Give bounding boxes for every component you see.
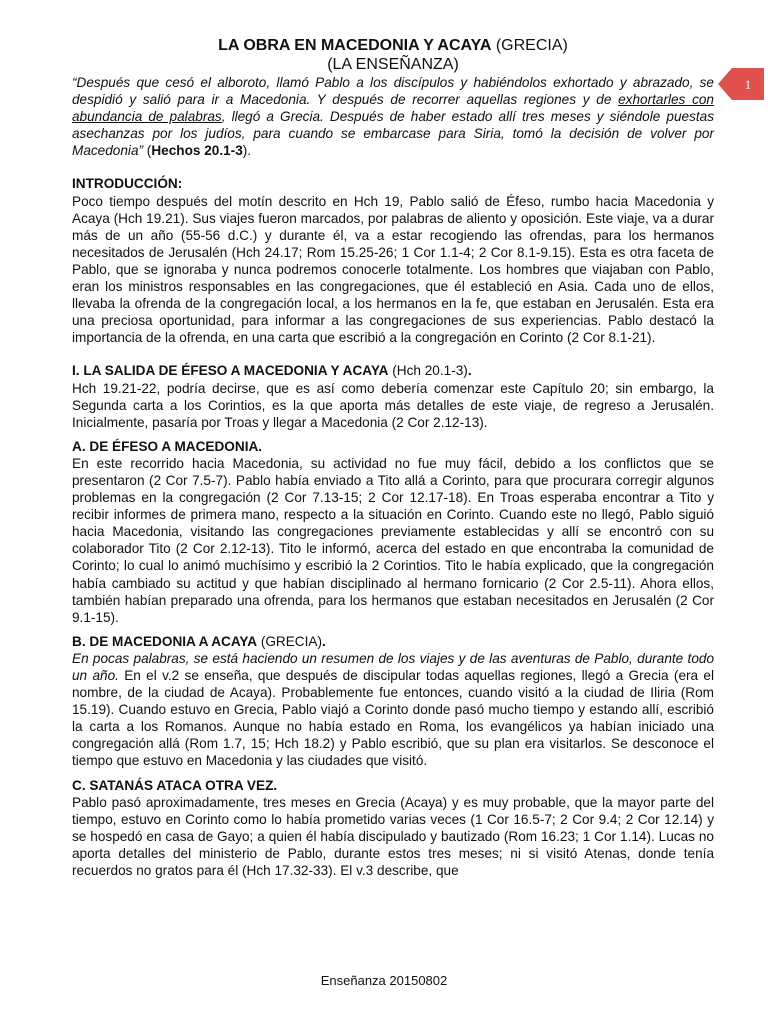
section-b-heading-normal: (GRECIA) <box>257 633 322 649</box>
section-b-text: En el v.2 se enseña, que después de discipular todas aquellas regiones, llegó a Grecia (era el nombre, de la ciudad de Acaya). Probablemente fue entonces, cuando visitó a la ciudad de Iliria (Rom 15.19). Cuando estuvo en Grecia, Pablo viajó a Corinto donde pasó mucho tiempo y estando allí, escribió la carta a los Romanos. Aunque no había estado en Roma, los evangélicos ya habían iniciado una congregación allá (Rom 1.7, 15; Hch 18.2) y Pablo escribió, que su plan era visitarlos. Se desconoce el tiempo que estuvo en Macedonia y las ciudades que visitó. <box>72 668 714 769</box>
bookmark-number: 1 <box>744 77 752 92</box>
section-b-heading-end: . <box>322 633 326 649</box>
epigraph-underlined: exhortarles con abundancia de palabras <box>72 92 714 125</box>
title-main-bold: LA OBRA EN MACEDONIA Y ACAYA <box>218 37 492 54</box>
section-a-heading: A. DE ÉFESO A MACEDONIA. <box>72 438 263 454</box>
intro-body: Poco tiempo después del motín descrito en Hch 19, Pablo salió de Éfeso, rumbo hacia Macedonia y Acaya (Hch 19.21). Sus viajes fueron marcados, por palabras de aliento y oposición. Este viaje, va a durar más de un año (55-56 d.C.) y durante él, va a estar recogiendo las ofrendas, para los hermanos necesitados de Jerusalén (Hch 24.17; Rom 15.25-26; 1 Cor 1.1-4; 2 Cor 8.1-9.15). Esta es otra faceta de Pablo, que se ignoraba y nunca podremos conocerle totalmente. Los hombres que viajaban con Pablo, eran los ministros responsables en las congregaciones, que él estableció en Asia. Cada uno de ellos, llevaba la ofrenda de la congregación local, a los hermanos en la fe, que estaban en Jerusalén. Esta era una preciosa oportunidad, para informar a las congregaciones de sus experiencias. Pablo destacó la importancia de la ofrenda, en una carta que escribió a la congregación en Corinto (2 Cor 8.1-21). <box>72 193 714 346</box>
section-1-heading-end: . <box>467 363 472 379</box>
epigraph-part1: “Después que cesó el alboroto, llamó Pablo a los discípulos y habiéndolos exhortado y abrazado, se despidió y salió para ir a Macedonia. Y después de recorrer aquellas regiones y de <box>72 75 714 108</box>
section-a-body: En este recorrido hacia Macedonia, su actividad no fue muy fácil, debido a los conflictos que se presentaron (2 Cor 7.5-7). Pablo había enviado a Tito allá a Corinto, para que procurara corregir algunos problemas en la congregación (2 Cor 7.13-15; 2 Cor 12.17-18). En Troas esperaba encontrar a Tito y recibir informes de primera mano, respecto a la situación en Corinto. Cuando este no llegó, Pablo siguió hacia Macedonia, visitando las congregaciones previamente establecidas y allí se encontró con su colaborador Tito (2 Cor 2.12-13). Tito le informó, acerca del estado en que encontraba la comunidad de Corinto; lo cual lo animó muchísimo y escribió la 2 Corintios. Tito le había explicado, que la congregación había cambiado su actitud y que habían disciplinado al hermano fornicario (2 Cor 2.5-11). Ahora ellos, también habían preparado una ofrenda, para los hermanos que estaban necesitados en Jerusalén (2 Cor 9.1-15). <box>72 455 714 625</box>
intro-heading: INTRODUCCIÓN: <box>72 176 183 192</box>
page-footer: Enseñanza 20150802 <box>320 973 448 988</box>
epigraph-quote <box>72 74 714 159</box>
section-1-heading <box>72 362 714 379</box>
epigraph-ref-close: ). <box>242 143 252 159</box>
section-b-heading <box>72 633 714 650</box>
section-b-heading-bold: B. DE MACEDONIA A ACAYA <box>72 633 258 649</box>
bookmark-shape <box>718 68 764 100</box>
section-c-body: Pablo pasó aproximadamente, tres meses en Grecia (Acaya) y es muy probable, que la mayor parte del tiempo, estuvo en Corinto como lo había prometido varias veces (1 Cor 16.5-7; 2 Cor 9.4; 2 Cor 12.14) y se hospedó en casa de Gayo; a quien él había discipulado y bautizado (Rom 16.23; 1 Cor 1.14). Lucas no aporta detalles del ministerio de Pablo, durante estos tres meses; ni si visitó Atenas, donde tenía recuerdos no gratos para él (Hch 17.32-33). El v.3 describe, que <box>72 794 714 879</box>
section-c-heading: C. SATANÁS ATACA OTRA VEZ. <box>72 777 278 793</box>
epigraph-ref-open: ( <box>143 143 152 159</box>
document-page <box>72 36 714 879</box>
document-subtitle: (LA ENSEÑANZA) <box>327 56 459 73</box>
title-main-normal: (GRECIA) <box>491 37 568 54</box>
section-1-body: Hch 19.21-22, podría decirse, que es así como debería comenzar este Capítulo 20; sin embargo, la Segunda carta a los Corintios, es la que aporta más detalles de este viaje, de regreso a Jerusalén. Inicialmente, pasaría por Troas y llegar a Macedonia (2 Cor 2.12-13). <box>72 380 714 430</box>
section-b-body <box>72 650 714 770</box>
document-title <box>72 36 714 55</box>
section-1-heading-ref: (Hch 20.1-3) <box>388 363 468 379</box>
section-b-italic-summary: En pocas palabras, se está haciendo un resumen de los viajes y de las aventuras de Pablo, durante todo un año. <box>72 650 714 683</box>
epigraph-reference: Hechos 20.1-3 <box>151 143 243 159</box>
page-bookmark-tab[interactable] <box>718 68 764 100</box>
epigraph-part2: , llegó a Grecia. Después de haber estado allí tres meses y siéndole puestas asechanzas por los judíos, para cuando se embarcase para Siria, tomó la decisión de volver por Macedonia” <box>72 109 714 159</box>
section-1-heading-bold: I. LA SALIDA DE ÉFESO A MACEDONIA Y ACAYA <box>72 363 389 379</box>
